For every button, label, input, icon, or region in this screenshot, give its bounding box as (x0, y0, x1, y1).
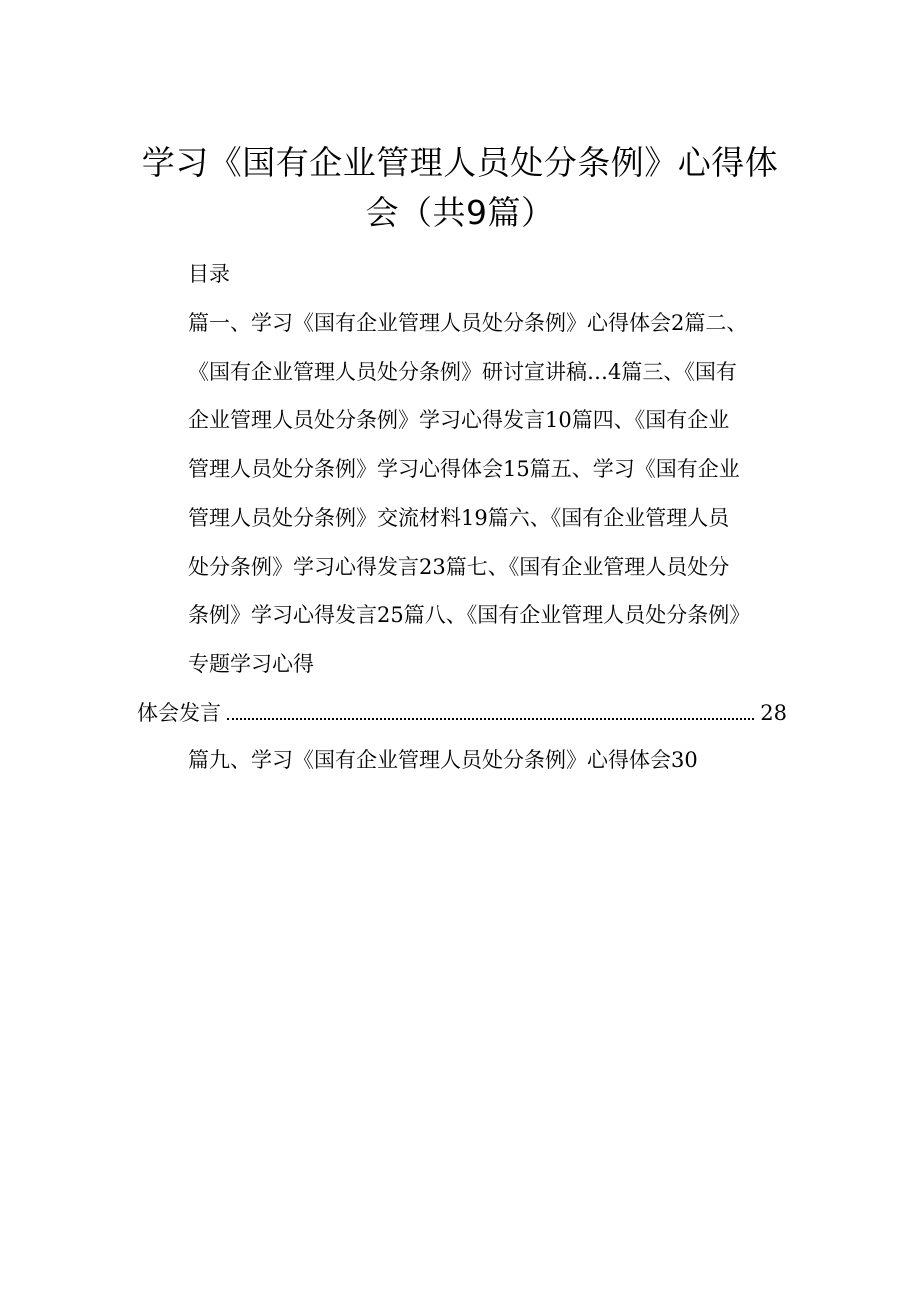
toc-line: 《国有企业管理人员处分条例》研讨宣讲稿…4篇三、《国有 (188, 360, 737, 384)
toc-line: 条例》学习心得发言25篇八、《国有企业管理人员处分条例》 (188, 603, 751, 627)
toc-dotted-entry (137, 698, 787, 728)
toc-page-number: 28 (760, 701, 787, 725)
toc-line: 篇九、学习《国有企业管理人员处分条例》心得体会30 (188, 748, 698, 772)
toc-line: 专题学习心得 (188, 652, 314, 676)
toc-line: 处分条例》学习心得发言23篇七、《国有企业管理人员处分 (188, 555, 730, 579)
title-line-2: 会（共9篇） (365, 193, 555, 232)
toc-entry-label: 体会发言 (137, 701, 221, 725)
title-line-1: 学习《国有企业管理人员处分条例》心得体 (141, 143, 779, 182)
toc-line: 管理人员处分条例》学习心得体会15篇五、学习《国有企业 (188, 457, 740, 481)
toc-line: 企业管理人员处分条例》学习心得发言10篇四、《国有企业 (188, 408, 730, 432)
toc-line: 管理人员处分条例》交流材料19篇六、《国有企业管理人员 (188, 506, 730, 530)
toc-line: 篇一、学习《国有企业管理人员处分条例》心得体会2篇二、 (188, 311, 748, 335)
toc-heading: 目录 (188, 262, 230, 286)
dot-leader (227, 718, 754, 720)
